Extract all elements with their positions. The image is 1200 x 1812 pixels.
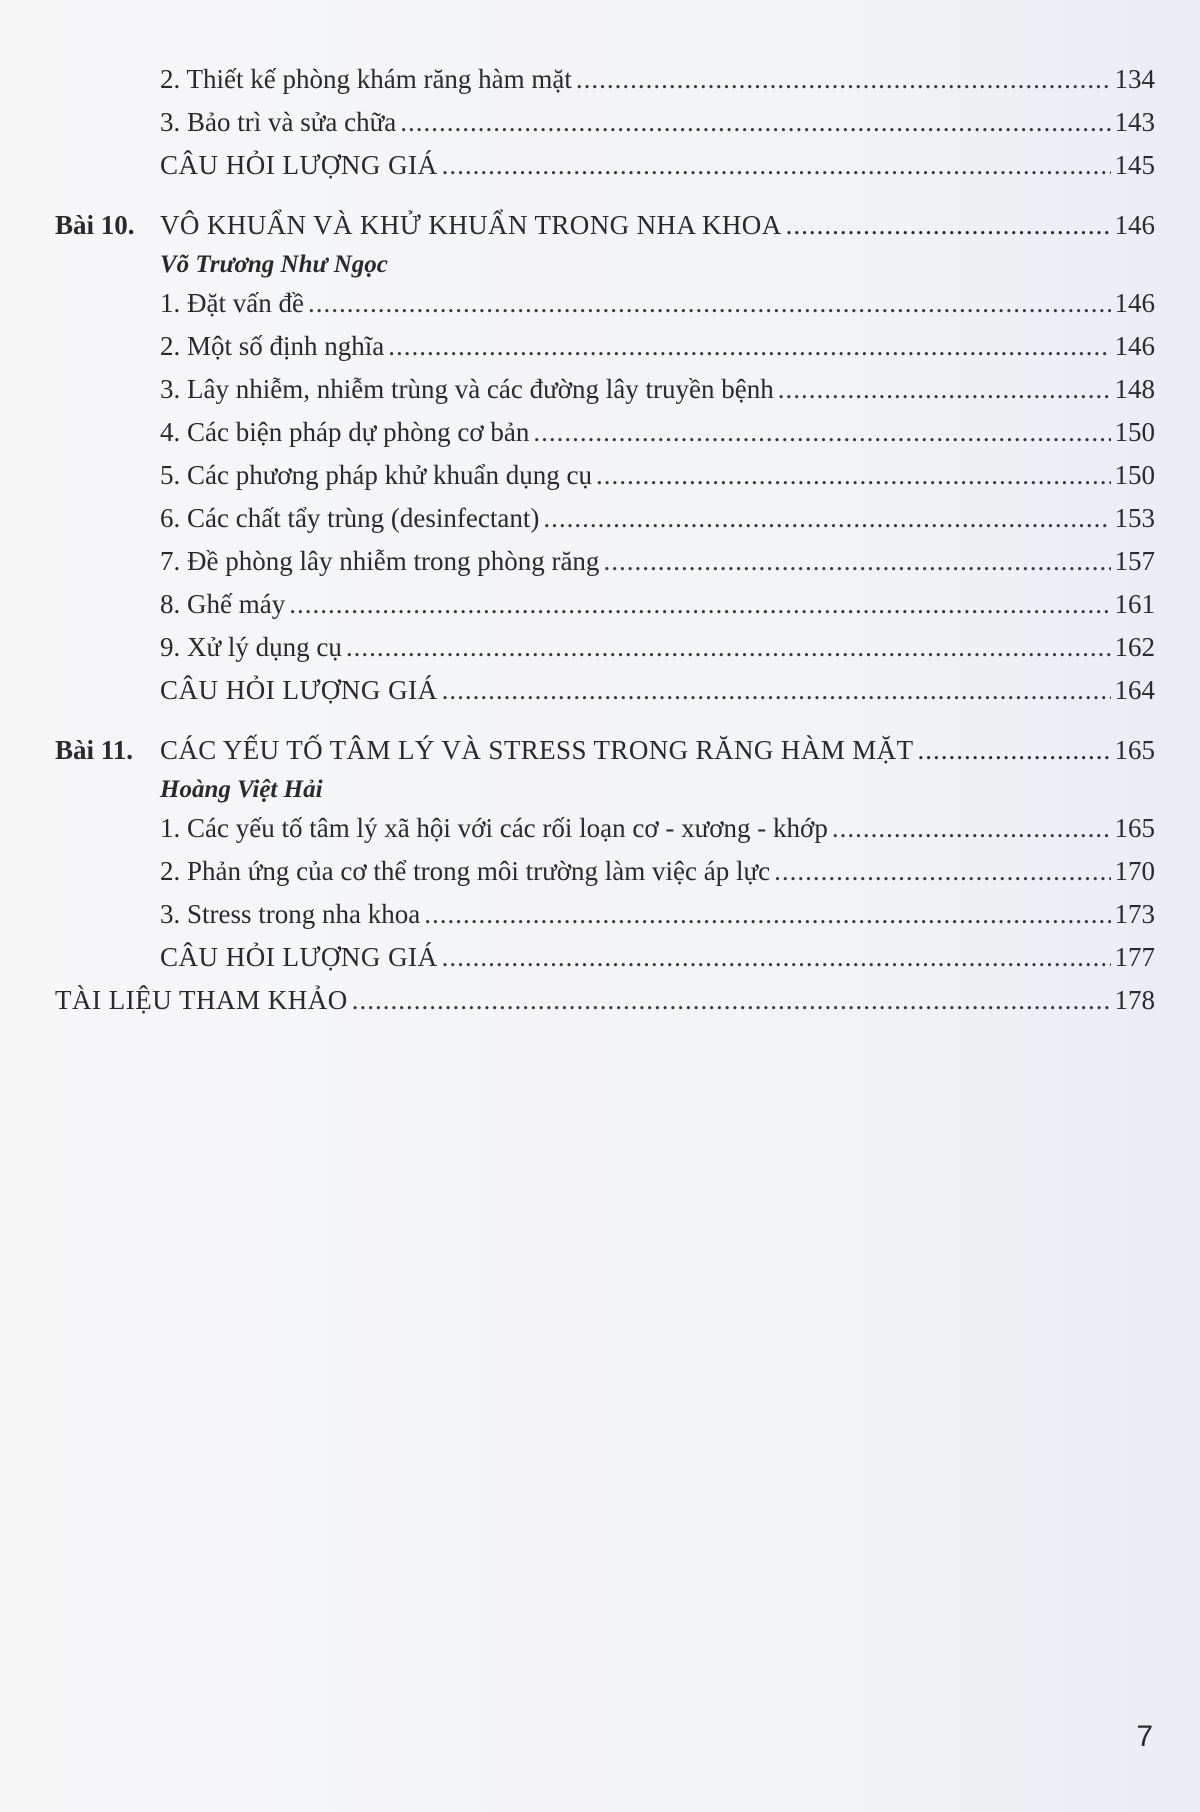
toc-entry xyxy=(55,893,1155,936)
leader-dots xyxy=(576,58,1111,101)
toc-entry xyxy=(55,669,1155,712)
toc-entry xyxy=(55,497,1155,540)
toc-entry-label: 4. Các biện pháp dự phòng cơ bản xyxy=(160,417,530,447)
leader-dots xyxy=(533,411,1110,454)
lesson-number: Bài 10. xyxy=(55,210,135,240)
toc-entry-page: 146 xyxy=(1114,331,1155,361)
leader-dots xyxy=(917,729,1110,772)
leader-dots xyxy=(289,583,1110,626)
toc-entry-label: 9. Xử lý dụng cụ xyxy=(160,632,342,662)
lesson-page: 165 xyxy=(1114,735,1155,765)
leader-dots xyxy=(786,204,1111,247)
table-of-contents xyxy=(55,58,1155,1022)
toc-entry-page: 178 xyxy=(1114,985,1155,1015)
toc-entry-label: 5. Các phương pháp khử khuẩn dụng cụ xyxy=(160,460,592,490)
leader-dots xyxy=(442,144,1111,187)
toc-entry-label: 2. Một số định nghĩa xyxy=(160,331,385,361)
toc-entry-label: CÂU HỎI LƯỢNG GIÁ xyxy=(160,150,438,180)
toc-entry xyxy=(55,454,1155,497)
toc-entry xyxy=(55,626,1155,669)
toc-entry-label: 3. Stress trong nha khoa xyxy=(160,899,421,929)
toc-entry-label: 3. Lây nhiễm, nhiễm trùng và các đường lây truyền bệnh xyxy=(160,374,774,404)
leader-dots xyxy=(442,669,1111,712)
toc-entry-label: 1. Các yếu tố tâm lý xã hội với các rối loạn cơ - xương - khớp xyxy=(160,813,828,843)
leader-dots xyxy=(308,282,1111,325)
toc-entry xyxy=(55,540,1155,583)
toc-entry-page: 134 xyxy=(1114,64,1155,94)
lesson-10-heading xyxy=(55,204,1155,247)
toc-entry xyxy=(55,807,1155,850)
leader-dots xyxy=(778,368,1111,411)
toc-entry-page: 164 xyxy=(1114,675,1155,705)
toc-entry-page: 150 xyxy=(1114,417,1155,447)
toc-entry xyxy=(55,583,1155,626)
toc-references xyxy=(55,979,1155,1022)
leader-dots xyxy=(388,325,1110,368)
toc-entry-page: 150 xyxy=(1114,460,1155,490)
toc-entry xyxy=(55,282,1155,325)
leader-dots xyxy=(596,454,1111,497)
toc-entry-page: 177 xyxy=(1114,942,1155,972)
toc-entry-label: 6. Các chất tẩy trùng (desinfectant) xyxy=(160,503,540,533)
toc-entry xyxy=(55,850,1155,893)
toc-entry-page: 173 xyxy=(1114,899,1155,929)
page-number: 7 xyxy=(1136,1720,1153,1753)
leader-dots xyxy=(400,101,1110,144)
toc-entry-page: 165 xyxy=(1114,813,1155,843)
lesson-title: VÔ KHUẨN VÀ KHỬ KHUẨN TRONG NHA KHOA xyxy=(160,210,782,240)
toc-entry xyxy=(55,411,1155,454)
leader-dots xyxy=(832,807,1111,850)
toc-entry-page: 161 xyxy=(1114,589,1155,619)
toc-entry-page: 162 xyxy=(1114,632,1155,662)
toc-entry-label: CÂU HỎI LƯỢNG GIÁ xyxy=(160,942,438,972)
lesson-title: CÁC YẾU TỐ TÂM LÝ VÀ STRESS TRONG RĂNG HÀM MẶT xyxy=(160,735,914,765)
lesson-page: 146 xyxy=(1114,210,1155,240)
leader-dots xyxy=(346,626,1111,669)
toc-entry-page: 153 xyxy=(1114,503,1155,533)
lesson-number: Bài 11. xyxy=(55,735,134,765)
toc-entry-page: 143 xyxy=(1114,107,1155,137)
toc-entry-label: TÀI LIỆU THAM KHẢO xyxy=(55,985,348,1015)
lesson-11-heading xyxy=(55,729,1155,772)
toc-entry xyxy=(55,368,1155,411)
toc-entry xyxy=(55,144,1155,187)
leader-dots xyxy=(603,540,1110,583)
leader-dots xyxy=(424,893,1110,936)
toc-entry xyxy=(55,101,1155,144)
toc-entry-page: 148 xyxy=(1114,374,1155,404)
leader-dots xyxy=(352,979,1111,1022)
toc-entry-page: 146 xyxy=(1114,288,1155,318)
toc-entry-label: 2. Phản ứng của cơ thể trong môi trường làm việc áp lực xyxy=(160,856,771,886)
leader-dots xyxy=(543,497,1110,540)
toc-entry-page: 170 xyxy=(1114,856,1155,886)
lesson-author: Hoàng Việt Hải xyxy=(160,776,323,803)
toc-entry-page: 145 xyxy=(1114,150,1155,180)
leader-dots xyxy=(442,936,1111,979)
toc-entry-page: 157 xyxy=(1114,546,1155,576)
toc-entry-label: 2. Thiết kế phòng khám răng hàm mặt xyxy=(160,64,572,94)
toc-entry-label: 7. Đề phòng lây nhiễm trong phòng răng xyxy=(160,546,600,576)
toc-entry-label: 8. Ghế máy xyxy=(160,589,286,619)
lesson-author: Võ Trương Như Ngọc xyxy=(160,251,388,278)
toc-entry-label: 1. Đặt vấn đề xyxy=(160,288,304,318)
toc-entry-label: CÂU HỎI LƯỢNG GIÁ xyxy=(160,675,438,705)
leader-dots xyxy=(774,850,1110,893)
toc-entry xyxy=(55,58,1155,101)
toc-entry-label: 3. Bảo trì và sửa chữa xyxy=(160,107,397,137)
toc-entry xyxy=(55,325,1155,368)
toc-entry xyxy=(55,936,1155,979)
